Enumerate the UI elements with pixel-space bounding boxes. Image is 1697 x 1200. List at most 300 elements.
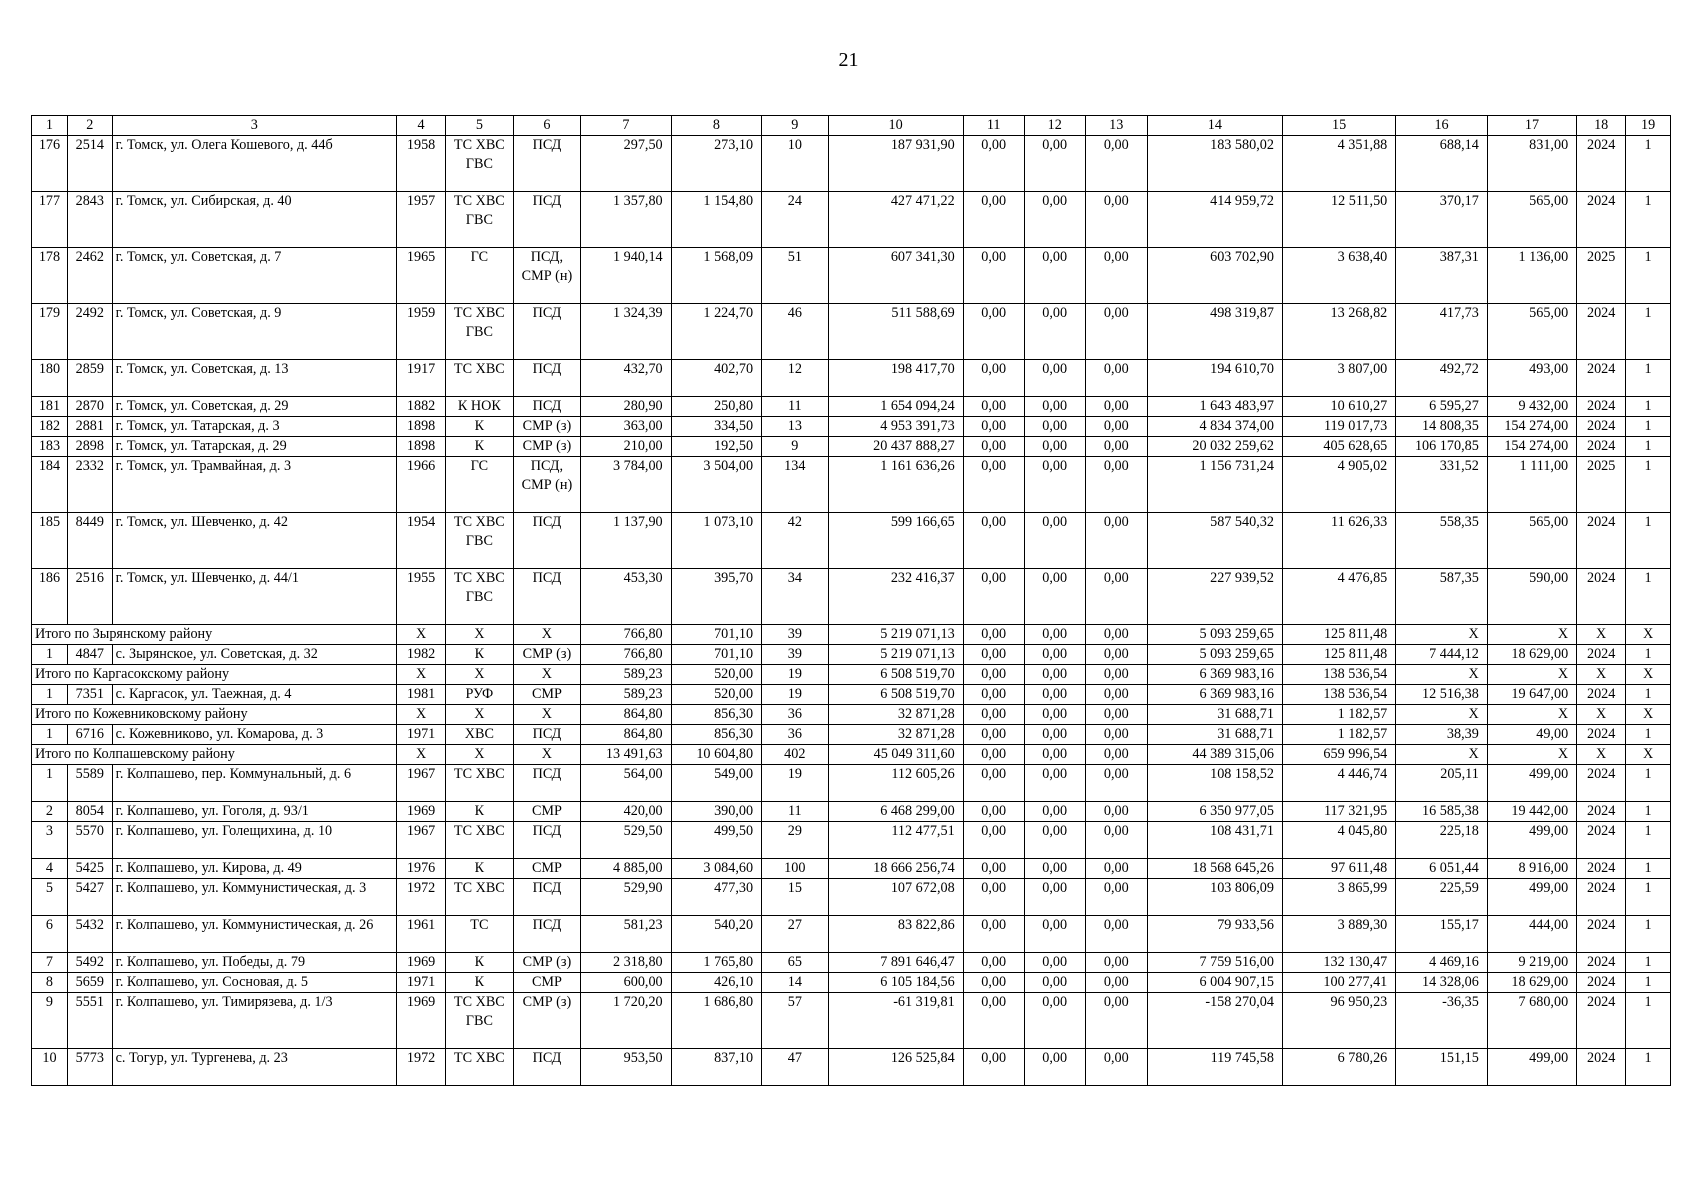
table-cell: 0,00	[1024, 417, 1085, 437]
table-cell: 27	[762, 916, 828, 953]
table-cell: 42	[762, 513, 828, 569]
table-cell: 417,73	[1396, 304, 1488, 360]
table-cell: Х	[1396, 625, 1488, 645]
table-cell: 0,00	[963, 745, 1024, 765]
table-row	[32, 569, 1671, 625]
table-cell: 7	[32, 953, 68, 973]
table-cell: 34	[762, 569, 828, 625]
table-cell: 1 136,00	[1487, 248, 1576, 304]
table-cell: 1958	[397, 136, 446, 192]
table-cell: 1898	[397, 417, 446, 437]
table-cell: 0,00	[1024, 685, 1085, 705]
table-cell: 1	[1626, 953, 1671, 973]
table-cell: 363,00	[581, 417, 671, 437]
table-cell: 3 084,60	[671, 859, 761, 879]
table-cell: 0,00	[963, 705, 1024, 725]
column-number-cell: 13	[1085, 116, 1147, 136]
table-cell: 499,00	[1487, 822, 1576, 859]
page-number: 21	[838, 49, 859, 71]
table-cell: 0,00	[963, 136, 1024, 192]
table-cell: 187 931,90	[828, 136, 963, 192]
table-cell: 0,00	[1024, 1049, 1085, 1086]
table-cell: 2024	[1577, 513, 1626, 569]
table-cell: 24	[762, 192, 828, 248]
table-cell: 520,00	[671, 685, 761, 705]
address-cell: г. Томск, ул. Шевченко, д. 42	[112, 513, 396, 569]
table-cell: 0,00	[1085, 765, 1147, 802]
table-cell: К	[446, 859, 514, 879]
table-cell: РУФ	[446, 685, 514, 705]
table-cell: 0,00	[963, 916, 1024, 953]
table-cell: Х	[1577, 705, 1626, 725]
table-cell: 0,00	[963, 953, 1024, 973]
table-cell: ПСД	[513, 192, 581, 248]
table-cell: 2024	[1577, 993, 1626, 1049]
column-number-cell: 19	[1626, 116, 1671, 136]
table-cell: 106 170,85	[1396, 437, 1488, 457]
table-cell: Х	[513, 705, 581, 725]
table-cell: 0,00	[1085, 1049, 1147, 1086]
table-cell: 0,00	[963, 397, 1024, 417]
table-cell: 4 834 374,00	[1147, 417, 1282, 437]
table-cell: 603 702,90	[1147, 248, 1282, 304]
address-cell: с. Зырянское, ул. Советская, д. 32	[112, 645, 396, 665]
column-number-cell: 3	[112, 116, 396, 136]
table-cell: 5589	[67, 765, 112, 802]
table-cell: 18 568 645,26	[1147, 859, 1282, 879]
table-cell: 0,00	[963, 360, 1024, 397]
table-cell: 0,00	[1024, 725, 1085, 745]
table-cell: 0,00	[1024, 513, 1085, 569]
table-cell: 1972	[397, 1049, 446, 1086]
table-cell: 4 476,85	[1282, 569, 1395, 625]
column-number-cell: 9	[762, 116, 828, 136]
table-cell: ТС ХВС	[446, 1049, 514, 1086]
table-cell: 1	[32, 725, 68, 745]
table-cell: 10 604,80	[671, 745, 761, 765]
table-cell: 185	[32, 513, 68, 569]
table-cell: ТС ХВС	[446, 360, 514, 397]
table-cell: ГС	[446, 457, 514, 513]
table-cell: 46	[762, 304, 828, 360]
table-cell: 1	[1626, 397, 1671, 417]
table-cell: 297,50	[581, 136, 671, 192]
table-cell: 1976	[397, 859, 446, 879]
table-cell: 1	[1626, 569, 1671, 625]
table-cell: 499,50	[671, 822, 761, 859]
address-cell: с. Тогур, ул. Тургенева, д. 23	[112, 1049, 396, 1086]
address-cell: с. Кожевниково, ул. Комарова, д. 3	[112, 725, 396, 745]
table-cell: 4	[32, 859, 68, 879]
table-cell: 766,80	[581, 625, 671, 645]
table-cell: 10 610,27	[1282, 397, 1395, 417]
table-cell: 0,00	[1085, 625, 1147, 645]
table-cell: СМР	[513, 973, 581, 993]
table-cell: 3 865,99	[1282, 879, 1395, 916]
table-cell: 5425	[67, 859, 112, 879]
table-cell: 2024	[1577, 1049, 1626, 1086]
table-cell: 65	[762, 953, 828, 973]
column-number-cell: 15	[1282, 116, 1395, 136]
table-cell: 0,00	[1024, 822, 1085, 859]
table-cell: 0,00	[963, 569, 1024, 625]
table-cell: 155,17	[1396, 916, 1488, 953]
table-cell: 420,00	[581, 802, 671, 822]
table-cell: 176	[32, 136, 68, 192]
table-cell: 1	[1626, 304, 1671, 360]
table-cell: 2843	[67, 192, 112, 248]
table-cell: ПСД	[513, 822, 581, 859]
address-cell: г. Томск, ул. Советская, д. 9	[112, 304, 396, 360]
table-cell: 5432	[67, 916, 112, 953]
table-cell: 6 004 907,15	[1147, 973, 1282, 993]
table-cell: 138 536,54	[1282, 665, 1395, 685]
table-cell: 11 626,33	[1282, 513, 1395, 569]
table-cell: 0,00	[963, 1049, 1024, 1086]
table-cell: 192,50	[671, 437, 761, 457]
table-cell: 511 588,69	[828, 304, 963, 360]
table-cell: 0,00	[1085, 136, 1147, 192]
table-cell: 83 822,86	[828, 916, 963, 953]
column-number-cell: 17	[1487, 116, 1576, 136]
table-body	[32, 116, 1671, 1086]
table-cell: ПСД	[513, 1049, 581, 1086]
table-cell: 0,00	[1024, 765, 1085, 802]
table-cell: 0,00	[963, 725, 1024, 745]
table-row	[32, 360, 1671, 397]
table-cell: 1 686,80	[671, 993, 761, 1049]
table-row	[32, 859, 1671, 879]
table-cell: 390,00	[671, 802, 761, 822]
table-cell: 0,00	[1024, 916, 1085, 953]
table-cell: 1	[1626, 725, 1671, 745]
table-cell: 180	[32, 360, 68, 397]
table-cell: Х	[1487, 705, 1576, 725]
table-cell: 477,30	[671, 879, 761, 916]
table-cell: Х	[1487, 745, 1576, 765]
table-cell: ТС ХВС ГВС	[446, 993, 514, 1049]
table-row	[32, 993, 1671, 1049]
table-cell: 1	[1626, 802, 1671, 822]
table-cell: 1961	[397, 916, 446, 953]
table-cell: 39	[762, 645, 828, 665]
table-cell: 837,10	[671, 1049, 761, 1086]
table-cell: 198 417,70	[828, 360, 963, 397]
table-cell: 0,00	[1085, 802, 1147, 822]
table-cell: 18 629,00	[1487, 973, 1576, 993]
table-cell: 499,00	[1487, 765, 1576, 802]
table-cell: 589,23	[581, 685, 671, 705]
table-cell: 7 680,00	[1487, 993, 1576, 1049]
table-row	[32, 248, 1671, 304]
table-cell: 11	[762, 802, 828, 822]
table-cell: 0,00	[1024, 973, 1085, 993]
table-cell: 227 939,52	[1147, 569, 1282, 625]
table-cell: Х	[1487, 625, 1576, 645]
table-cell: 5 093 259,65	[1147, 625, 1282, 645]
table-row	[32, 725, 1671, 745]
table-cell: 1	[1626, 973, 1671, 993]
table-cell: 405 628,65	[1282, 437, 1395, 457]
table-cell: 1882	[397, 397, 446, 417]
table-row	[32, 192, 1671, 248]
table-cell: ТС ХВС	[446, 879, 514, 916]
table-cell: 0,00	[1024, 953, 1085, 973]
table-cell: 2024	[1577, 685, 1626, 705]
table-cell: 0,00	[1085, 879, 1147, 916]
table-cell: Х	[1396, 705, 1488, 725]
table-cell: ГС	[446, 248, 514, 304]
table-cell: 5773	[67, 1049, 112, 1086]
table-cell: 493,00	[1487, 360, 1576, 397]
table-cell: 19	[762, 765, 828, 802]
table-cell: 225,59	[1396, 879, 1488, 916]
table-cell: 125 811,48	[1282, 645, 1395, 665]
table-cell: 1	[1626, 192, 1671, 248]
table-cell: ПСД	[513, 725, 581, 745]
table-row	[32, 513, 1671, 569]
table-cell: 0,00	[1024, 192, 1085, 248]
table-cell: 12 516,38	[1396, 685, 1488, 705]
table-cell: 280,90	[581, 397, 671, 417]
table-cell: 1	[1626, 859, 1671, 879]
table-cell: 4 905,02	[1282, 457, 1395, 513]
table-cell: 1965	[397, 248, 446, 304]
table-cell: К	[446, 437, 514, 457]
table-cell: 0,00	[1024, 802, 1085, 822]
table-row	[32, 304, 1671, 360]
address-cell: г. Томск, ул. Советская, д. 29	[112, 397, 396, 417]
table-cell: 186	[32, 569, 68, 625]
table-cell: 49,00	[1487, 725, 1576, 745]
column-number-cell: 11	[963, 116, 1024, 136]
column-number-cell: 14	[1147, 116, 1282, 136]
table-cell: 1 324,39	[581, 304, 671, 360]
column-number-cell: 12	[1024, 116, 1085, 136]
table-cell: 370,17	[1396, 192, 1488, 248]
table-cell: 250,80	[671, 397, 761, 417]
table-cell: 138 536,54	[1282, 685, 1395, 705]
table-cell: 0,00	[1024, 136, 1085, 192]
table-cell: 331,52	[1396, 457, 1488, 513]
table-cell: 5427	[67, 879, 112, 916]
table-cell: 701,10	[671, 645, 761, 665]
table-cell: Х	[446, 625, 514, 645]
table-cell: ПСД	[513, 513, 581, 569]
table-cell: Х	[446, 665, 514, 685]
table-cell: 194 610,70	[1147, 360, 1282, 397]
table-cell: 20 437 888,27	[828, 437, 963, 457]
table-cell: 1 161 636,26	[828, 457, 963, 513]
table-cell: 4 469,16	[1396, 953, 1488, 973]
table-cell: 132 130,47	[1282, 953, 1395, 973]
table-cell: 1967	[397, 822, 446, 859]
table-cell: 1 156 731,24	[1147, 457, 1282, 513]
table-cell: 36	[762, 725, 828, 745]
table-cell: 0,00	[1024, 705, 1085, 725]
table-cell: 0,00	[963, 645, 1024, 665]
table-cell: 0,00	[963, 802, 1024, 822]
table-cell: 1981	[397, 685, 446, 705]
table-cell: 1 137,90	[581, 513, 671, 569]
table-cell: 273,10	[671, 136, 761, 192]
table-cell: К	[446, 645, 514, 665]
table-cell: 2024	[1577, 437, 1626, 457]
register-table	[31, 115, 1671, 1086]
address-cell: г. Колпашево, ул. Коммунистическая, д. 26	[112, 916, 396, 953]
table-cell: 2492	[67, 304, 112, 360]
table-cell: 2024	[1577, 765, 1626, 802]
table-cell: 32 871,28	[828, 705, 963, 725]
table-row	[32, 802, 1671, 822]
table-row	[32, 685, 1671, 705]
table-cell: ТС ХВС	[446, 822, 514, 859]
table-cell: 1 224,70	[671, 304, 761, 360]
table-cell: 1969	[397, 953, 446, 973]
table-cell: 1969	[397, 802, 446, 822]
table-cell: 181	[32, 397, 68, 417]
column-number-cell: 5	[446, 116, 514, 136]
table-cell: 0,00	[1085, 457, 1147, 513]
table-cell: 0,00	[1085, 705, 1147, 725]
table-cell: Х	[513, 625, 581, 645]
table-cell: 177	[32, 192, 68, 248]
table-cell: 134	[762, 457, 828, 513]
address-cell: г. Колпашево, ул. Гоголя, д. 93/1	[112, 802, 396, 822]
table-cell: 151,15	[1396, 1049, 1488, 1086]
table-cell: 16 585,38	[1396, 802, 1488, 822]
table-cell: 0,00	[1085, 685, 1147, 705]
table-cell: 2859	[67, 360, 112, 397]
table-cell: 529,90	[581, 879, 671, 916]
table-cell: 2024	[1577, 645, 1626, 665]
column-number-cell: 18	[1577, 116, 1626, 136]
table-cell: 126 525,84	[828, 1049, 963, 1086]
table-cell: ПСД	[513, 136, 581, 192]
table-cell: 4 953 391,73	[828, 417, 963, 437]
table-cell: 1	[1626, 417, 1671, 437]
table-cell: 47	[762, 1049, 828, 1086]
table-cell: 0,00	[963, 304, 1024, 360]
table-cell: 395,70	[671, 569, 761, 625]
table-cell: 2898	[67, 437, 112, 457]
table-cell: 1	[1626, 822, 1671, 859]
table-cell: 6 508 519,70	[828, 685, 963, 705]
table-cell: 1	[1626, 248, 1671, 304]
table-cell: Х	[446, 705, 514, 725]
table-cell: 0,00	[1085, 417, 1147, 437]
table-cell: 0,00	[1024, 665, 1085, 685]
address-cell: г. Томск, ул. Трамвайная, д. 3	[112, 457, 396, 513]
table-cell: 10	[32, 1049, 68, 1086]
table-cell: Х	[446, 745, 514, 765]
table-cell: 2024	[1577, 725, 1626, 745]
table-cell: 8449	[67, 513, 112, 569]
table-cell: 0,00	[1085, 513, 1147, 569]
address-cell: г. Колпашево, ул. Коммунистическая, д. 3	[112, 879, 396, 916]
table-cell: ПСД	[513, 360, 581, 397]
table-cell: 8	[32, 973, 68, 993]
table-cell: 179	[32, 304, 68, 360]
column-number-row	[32, 116, 1671, 136]
table-cell: 7 759 516,00	[1147, 953, 1282, 973]
table-cell: 2025	[1577, 248, 1626, 304]
table-cell: 6 051,44	[1396, 859, 1488, 879]
table-row	[32, 953, 1671, 973]
table-cell: 0,00	[1024, 625, 1085, 645]
table-cell: ПСД	[513, 569, 581, 625]
table-cell: 0,00	[1085, 993, 1147, 1049]
address-cell: с. Каргасок, ул. Таежная, д. 4	[112, 685, 396, 705]
table-cell: 6 595,27	[1396, 397, 1488, 417]
table-cell: 14 808,35	[1396, 417, 1488, 437]
address-cell: г. Колпашево, ул. Сосновая, д. 5	[112, 973, 396, 993]
table-cell: 0,00	[1024, 645, 1085, 665]
table-cell: 659 996,54	[1282, 745, 1395, 765]
table-cell: 32 871,28	[828, 725, 963, 745]
table-cell: 0,00	[1085, 665, 1147, 685]
table-cell: 117 321,95	[1282, 802, 1395, 822]
table-cell: 19 442,00	[1487, 802, 1576, 822]
table-cell: 12	[762, 360, 828, 397]
table-cell: 766,80	[581, 645, 671, 665]
table-cell: 4 351,88	[1282, 136, 1395, 192]
table-cell: 36	[762, 705, 828, 725]
table-cell: 9	[32, 993, 68, 1049]
table-cell: 565,00	[1487, 304, 1576, 360]
table-cell: 4847	[67, 645, 112, 665]
column-number-cell: 8	[671, 116, 761, 136]
table-cell: 565,00	[1487, 192, 1576, 248]
table-cell: 8054	[67, 802, 112, 822]
table-cell: 1 940,14	[581, 248, 671, 304]
table-cell: 0,00	[1085, 859, 1147, 879]
table-cell: 599 166,65	[828, 513, 963, 569]
table-cell: 856,30	[671, 705, 761, 725]
table-cell: 1	[1626, 993, 1671, 1049]
table-cell: 112 605,26	[828, 765, 963, 802]
address-cell: г. Томск, ул. Сибирская, д. 40	[112, 192, 396, 248]
table-cell: 607 341,30	[828, 248, 963, 304]
table-cell: 13	[762, 417, 828, 437]
table-cell: 0,00	[1024, 879, 1085, 916]
table-row	[32, 1049, 1671, 1086]
table-cell: 427 471,22	[828, 192, 963, 248]
table-cell: 402	[762, 745, 828, 765]
table-cell: 3 889,30	[1282, 916, 1395, 953]
table-cell: 1	[32, 765, 68, 802]
table-cell: 1	[1626, 916, 1671, 953]
table-cell: ТС ХВС ГВС	[446, 136, 514, 192]
table-cell: 51	[762, 248, 828, 304]
table-cell: 1	[1626, 879, 1671, 916]
table-cell: 7351	[67, 685, 112, 705]
table-cell: 5	[32, 879, 68, 916]
table-cell: 1 765,80	[671, 953, 761, 973]
table-cell: 182	[32, 417, 68, 437]
table-cell: 0,00	[1085, 973, 1147, 993]
table-cell: 2024	[1577, 569, 1626, 625]
table-cell: 499,00	[1487, 879, 1576, 916]
table-cell: 3 784,00	[581, 457, 671, 513]
table-cell: 0,00	[1024, 569, 1085, 625]
table-cell: 6 369 983,16	[1147, 665, 1282, 685]
table-cell: 119 017,73	[1282, 417, 1395, 437]
table-cell: 387,31	[1396, 248, 1488, 304]
table-cell: 107 672,08	[828, 879, 963, 916]
table-cell: 1966	[397, 457, 446, 513]
table-cell: 831,00	[1487, 136, 1576, 192]
